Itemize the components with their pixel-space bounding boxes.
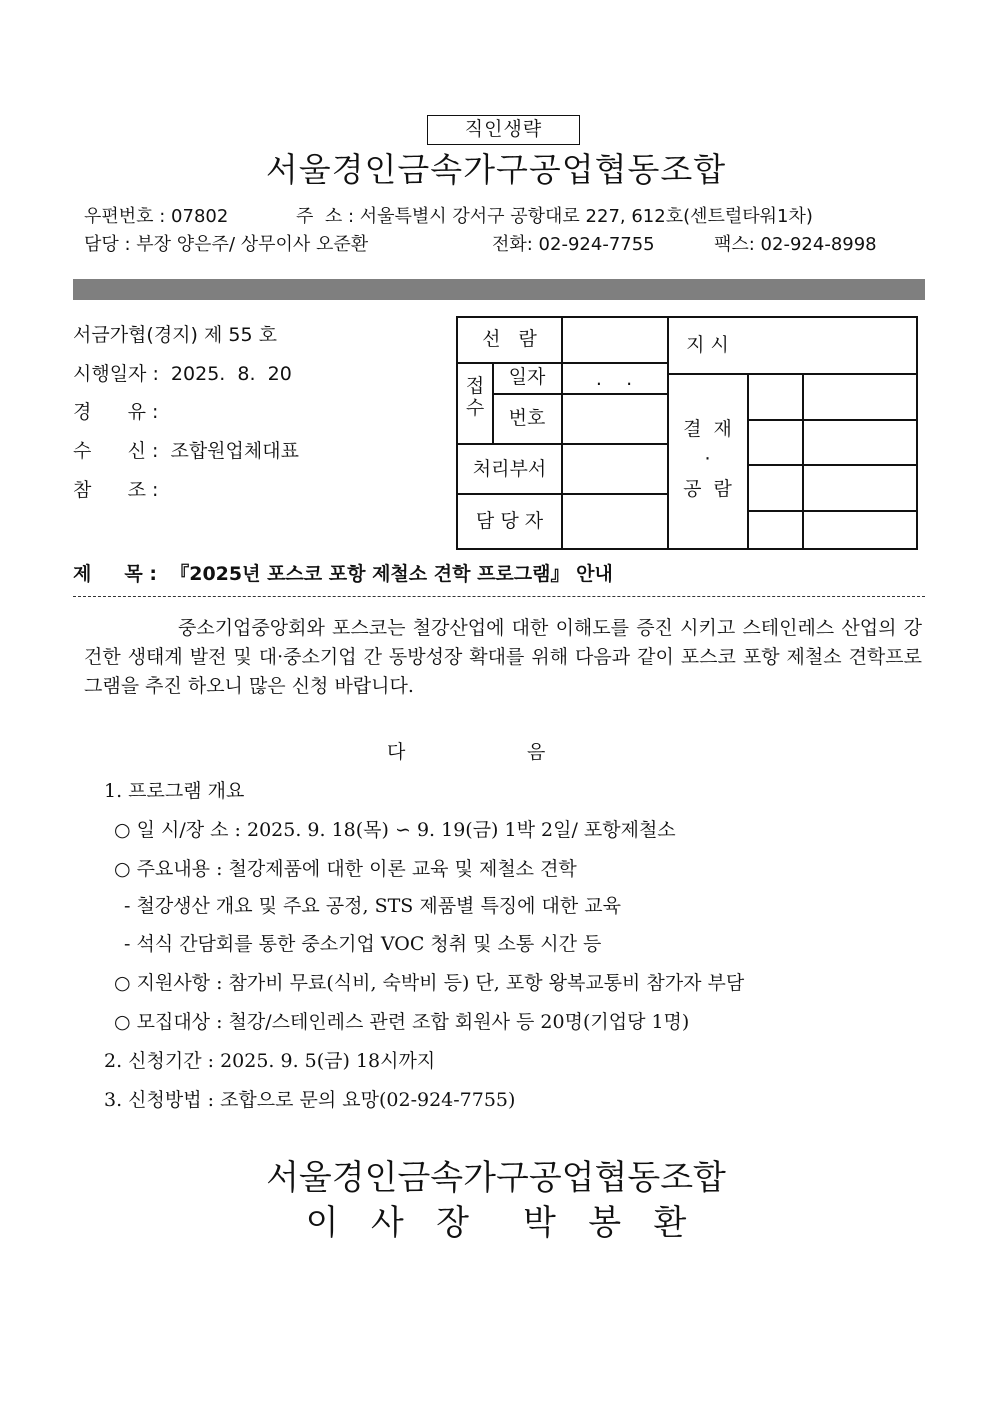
fax-number: 팩스: 02-924-8998 [714, 234, 877, 255]
subject-line: 제 목 : 『2025년 포스코 포항 제철소 견학 프로그램』 안내 [73, 563, 613, 585]
reception-label: 접 수 [465, 375, 485, 419]
preview-label: 선 람 [482, 328, 537, 350]
list-item: - 철강생산 개요 및 주요 공정, STS 제품별 특징에 대한 교육 [124, 895, 621, 917]
list-item: 1. 프로그램 개요 [104, 780, 245, 802]
list-item: - 석식 간담회를 통한 중소기업 VOC 청취 및 소통 시간 등 [124, 933, 602, 955]
address: 주 소 : 서울특별시 강서구 공항대로 227, 612호(센트럴타워1차) [296, 206, 813, 227]
list-item: ○ 모집대상 : 철강/스테인레스 관련 조합 회원사 등 20명(기업당 1명) [114, 1011, 690, 1033]
reference-field: 참 조 : [73, 479, 159, 501]
document-number: 서금가협(경지) 제 55 호 [73, 324, 277, 346]
signature-chairman: 이 사 장 박 봉 환 [305, 1203, 687, 1243]
reception-number-label: 번호 [508, 407, 546, 429]
list-item: ○ 일 시/장 소 : 2025. 9. 18(목) ∽ 9. 19(금) 1박 2일/ 포항제철소 [114, 819, 676, 841]
list-item: 2. 신청기간 : 2025. 9. 5(금) 18시까지 [104, 1050, 436, 1072]
body-paragraph: 중소기업중앙회와 포스코는 철강산업에 대한 이해도를 증진 시키고 스테인레스 산업의 강건한 생태계 발전 및 대·중소기업 간 동방성장 확대를 위해 다음과 같이 포스코 포항 제철소 견학프로그램을 추진 하오니 많은 신청 바랍니다. [84, 617, 922, 697]
signature-organization: 서울경인금속가구공업협동조합 [266, 1158, 726, 1198]
list-item: ○ 주요내용 : 철강제품에 대한 이론 교육 및 제철소 견학 [114, 858, 577, 880]
list-heading-left: 다 [387, 741, 406, 763]
issue-date: 시행일자 : 2025. 8. 20 [73, 363, 292, 385]
list-item: 3. 신청방법 : 조합으로 문의 요망(02-924-7755) [104, 1089, 516, 1111]
header-divider-bar [73, 279, 925, 300]
seal-omitted-box: 직인생략 [427, 115, 580, 145]
reception-date-label: 일자 [508, 366, 546, 388]
approval-table [456, 316, 918, 550]
recipient-field: 수 신 : 조합원업체대표 [73, 440, 299, 462]
reception-date-value: . . [595, 368, 633, 390]
manager-contact: 담당 : 부장 양은주/ 상무이사 오준환 [84, 234, 369, 255]
organization-title: 서울경인금속가구공업협동조합 [265, 150, 727, 189]
postal-code: 우편번호 : 07802 [84, 206, 229, 227]
approval-review-label: 결 재 · 공 람 [683, 418, 732, 500]
list-heading-right: 음 [527, 741, 546, 763]
list-item: ○ 지원사항 : 참가비 무료(식비, 숙박비 등) 단, 포항 왕복교통비 참가자 부담 [114, 972, 745, 994]
processing-dept-label: 처리부서 [472, 458, 547, 480]
phone-number: 전화: 02-924-7755 [492, 234, 655, 255]
person-in-charge-label: 담 당 자 [475, 510, 544, 532]
subject-divider [73, 596, 925, 597]
instruction-label: 지 시 [686, 334, 729, 356]
via-field: 경 유 : [73, 401, 159, 423]
